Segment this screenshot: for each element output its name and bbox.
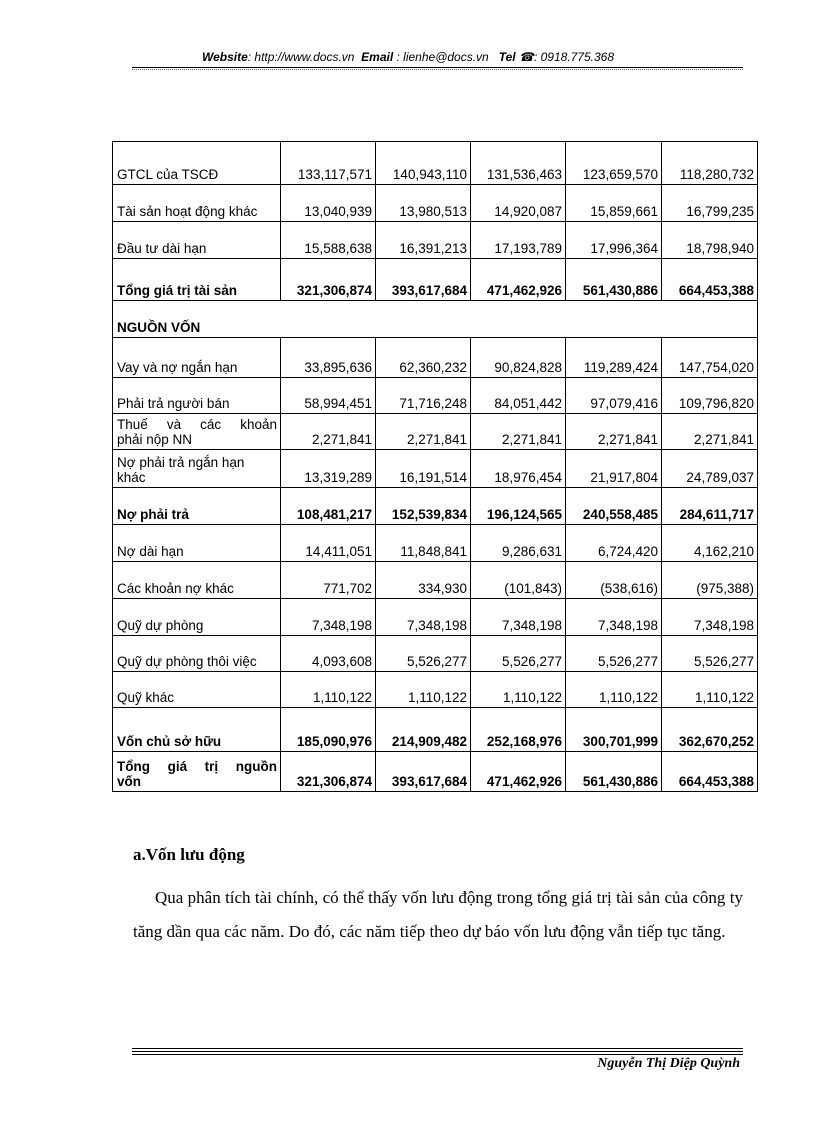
cell-value: 185,090,976 — [281, 708, 376, 752]
cell-value: 1,110,122 — [281, 672, 376, 708]
cell-value: 71,716,248 — [376, 378, 471, 414]
cell-value: 15,859,661 — [566, 185, 662, 222]
row-label-line1: Nợ phải trả ngắn hạn — [117, 455, 245, 470]
cell-value: 13,040,939 — [281, 185, 376, 222]
tel-value: : 0918.775.368 — [533, 50, 615, 64]
cell-value: 2,271,841 — [376, 414, 471, 450]
cell-value: 109,796,820 — [662, 378, 758, 414]
cell-value: 1,110,122 — [566, 672, 662, 708]
row-label: Tổng giá trị tài sản — [113, 259, 281, 301]
cell-value: 11,848,841 — [376, 525, 471, 562]
cell-value: 5,526,277 — [662, 636, 758, 672]
cell-value: 16,799,235 — [662, 185, 758, 222]
cell-value: 362,670,252 — [662, 708, 758, 752]
cell-value: 33,895,636 — [281, 338, 376, 378]
cell-value: 16,191,514 — [376, 450, 471, 488]
cell-value: 1,110,122 — [376, 672, 471, 708]
row-label: Các khoản nợ khác — [113, 562, 281, 599]
cell-value: 393,617,684 — [376, 752, 471, 792]
row-label: Nợ dài hạn — [113, 525, 281, 562]
cell-value: 15,588,638 — [281, 222, 376, 259]
cell-value: 4,162,210 — [662, 525, 758, 562]
cell-value: 58,994,451 — [281, 378, 376, 414]
cell-value: 7,348,198 — [566, 599, 662, 636]
cell-value: 561,430,886 — [566, 259, 662, 301]
footer-rule — [132, 1048, 743, 1049]
header-rule-dotted — [132, 69, 743, 70]
cell-value: (538,616) — [566, 562, 662, 599]
row-label — [113, 752, 281, 792]
table-row — [113, 142, 758, 185]
section-label: NGUỒN VỐN — [113, 301, 758, 338]
cell-value: 18,976,454 — [471, 450, 566, 488]
table-row — [113, 562, 758, 599]
page-header — [0, 50, 816, 64]
table-row — [113, 378, 758, 414]
cell-value: 240,558,485 — [566, 488, 662, 525]
row-label: GTCL của TSCĐ — [113, 142, 281, 185]
row-label: Quỹ dự phòng thôi việc — [113, 636, 281, 672]
row-label-line1: Tổng giá trị nguồn — [117, 759, 277, 774]
row-label: Quỹ khác — [113, 672, 281, 708]
footer-author: Nguyễn Thị Diệp Quỳnh — [597, 1056, 740, 1071]
cell-value: 6,724,420 — [566, 525, 662, 562]
cell-value: 133,117,571 — [281, 142, 376, 185]
cell-value: 13,319,289 — [281, 450, 376, 488]
cell-value: 24,789,037 — [662, 450, 758, 488]
row-label: Vay và nợ ngắn hạn — [113, 338, 281, 378]
financial-table — [112, 141, 758, 792]
cell-value: 84,051,442 — [471, 378, 566, 414]
cell-value: (975,388) — [662, 562, 758, 599]
row-label — [113, 414, 281, 450]
cell-value: 140,943,110 — [376, 142, 471, 185]
cell-value: 321,306,874 — [281, 259, 376, 301]
cell-value: 97,079,416 — [566, 378, 662, 414]
cell-value: 1,110,122 — [471, 672, 566, 708]
cell-value: 284,611,717 — [662, 488, 758, 525]
cell-value: 123,659,570 — [566, 142, 662, 185]
cell-value: 664,453,388 — [662, 752, 758, 792]
row-label-line2: khác — [117, 470, 146, 485]
cell-value: 321,306,874 — [281, 752, 376, 792]
cell-value: 16,391,213 — [376, 222, 471, 259]
row-label: Quỹ dự phòng — [113, 599, 281, 636]
website-label: Website — [201, 50, 248, 64]
table-row — [113, 636, 758, 672]
email-value[interactable]: : lienhe@docs.vn — [396, 50, 489, 64]
cell-value: 108,481,217 — [281, 488, 376, 525]
cell-value: 62,360,232 — [376, 338, 471, 378]
cell-value: 2,271,841 — [471, 414, 566, 450]
cell-value: 118,280,732 — [662, 142, 758, 185]
table-row — [113, 222, 758, 259]
table-row-total-capital — [113, 752, 758, 792]
cell-value: 14,411,051 — [281, 525, 376, 562]
cell-value: 17,996,364 — [566, 222, 662, 259]
row-label: Tài sản hoạt động khác — [113, 185, 281, 222]
cell-value: 393,617,684 — [376, 259, 471, 301]
table-row — [113, 525, 758, 562]
cell-value: 5,526,277 — [471, 636, 566, 672]
table-row — [113, 414, 758, 450]
cell-value: 2,271,841 — [662, 414, 758, 450]
cell-value: 18,798,940 — [662, 222, 758, 259]
row-label: Đầu tư dài hạn — [113, 222, 281, 259]
cell-value: 13,980,513 — [376, 185, 471, 222]
cell-value: 2,271,841 — [566, 414, 662, 450]
footer-rule — [132, 1051, 743, 1052]
header-rule — [132, 67, 743, 68]
row-label: Vốn chủ sở hữu — [113, 708, 281, 752]
cell-value: 214,909,482 — [376, 708, 471, 752]
table-row-section-header — [113, 301, 758, 338]
cell-value: 2,271,841 — [281, 414, 376, 450]
cell-value: 9,286,631 — [471, 525, 566, 562]
table-row-total-assets — [113, 259, 758, 301]
tel-label: Tel — [498, 50, 516, 64]
cell-value: 196,124,565 — [471, 488, 566, 525]
table-row — [113, 338, 758, 378]
cell-value: 21,917,804 — [566, 450, 662, 488]
email-label: Email — [361, 50, 394, 64]
cell-value: 14,920,087 — [471, 185, 566, 222]
table-row — [113, 599, 758, 636]
cell-value: 5,526,277 — [376, 636, 471, 672]
cell-value: 7,348,198 — [662, 599, 758, 636]
cell-value: 7,348,198 — [281, 599, 376, 636]
cell-value: 771,702 — [281, 562, 376, 599]
cell-value: 90,824,828 — [471, 338, 566, 378]
cell-value: 664,453,388 — [662, 259, 758, 301]
phone-icon: ☎ — [519, 50, 534, 64]
table-row-equity — [113, 708, 758, 752]
cell-value: 131,536,463 — [471, 142, 566, 185]
cell-value: 471,462,926 — [471, 752, 566, 792]
cell-value: 1,110,122 — [662, 672, 758, 708]
cell-value: 119,289,424 — [566, 338, 662, 378]
cell-value: 5,526,277 — [566, 636, 662, 672]
cell-value: 152,539,834 — [376, 488, 471, 525]
footer-rule — [132, 1054, 743, 1055]
cell-value: 4,093,608 — [281, 636, 376, 672]
cell-value: (101,843) — [471, 562, 566, 599]
row-label-line2: phải nộp NN — [117, 432, 193, 447]
cell-value: 147,754,020 — [662, 338, 758, 378]
cell-value: 7,348,198 — [376, 599, 471, 636]
paragraph-text: Qua phân tích tài chính, có thể thấy vốn lưu động trong tổng giá trị tài sản của công ty tăng dần qua các năm. Do đó, các năm tiếp theo dự báo vốn lưu động vẫn tiếp tục tăng. — [133, 888, 743, 941]
row-label-line2: vốn — [117, 774, 142, 789]
row-label: Phải trả người bán — [113, 378, 281, 414]
cell-value: 17,193,789 — [471, 222, 566, 259]
row-label — [113, 450, 281, 488]
row-label-line1: Thuế và các khoản — [117, 417, 277, 432]
cell-value: 252,168,976 — [471, 708, 566, 752]
table-row — [113, 450, 758, 488]
cell-value: 471,462,926 — [471, 259, 566, 301]
website-url[interactable]: : http://www.docs.vn — [247, 50, 355, 64]
section-title: a.Vốn lưu động — [133, 845, 245, 864]
cell-value: 561,430,886 — [566, 752, 662, 792]
table-row — [113, 672, 758, 708]
cell-value: 7,348,198 — [471, 599, 566, 636]
table-row-total-liabilities — [113, 488, 758, 525]
body-paragraph — [133, 881, 743, 949]
row-label: Nợ phải trả — [113, 488, 281, 525]
table-row — [113, 185, 758, 222]
cell-value: 300,701,999 — [566, 708, 662, 752]
cell-value: 334,930 — [376, 562, 471, 599]
